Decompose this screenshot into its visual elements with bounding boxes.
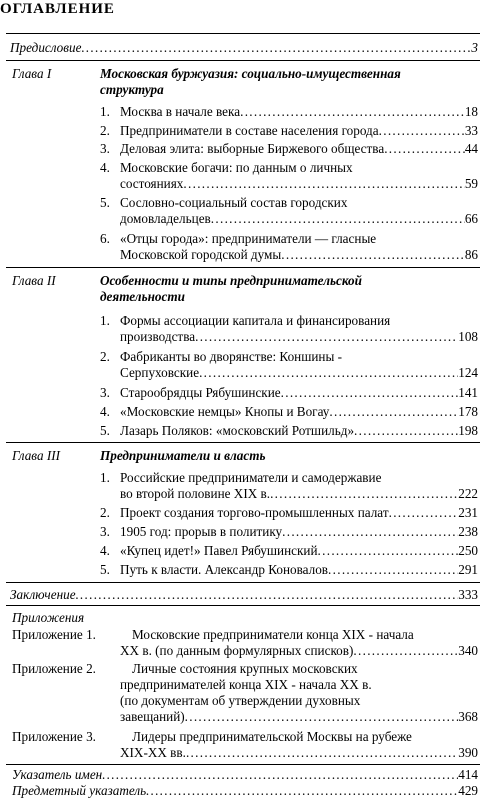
chapter-label: Глава III xyxy=(12,448,61,463)
entry-page: 231 xyxy=(458,505,478,520)
toc-entry[interactable]: Московской городской думы ..... 86 xyxy=(120,247,478,263)
divider xyxy=(6,582,480,583)
entry-page: 108 xyxy=(458,329,478,344)
entry-page: 141 xyxy=(458,385,478,400)
appendices-heading: Приложения xyxy=(12,610,85,625)
entry-page: 124 xyxy=(458,365,478,380)
entry-page: 368 xyxy=(458,709,478,724)
toc-entry[interactable]: Путь к власти. Александр Коновалов ..... 291 xyxy=(120,562,478,578)
entry-page: 44 xyxy=(464,141,478,156)
toc-entry[interactable]: производства ..... 108 xyxy=(120,329,478,345)
toc-entry[interactable]: во второй половине XIX в. ..... 222 xyxy=(120,486,478,502)
entry-label: Заключение xyxy=(10,587,76,602)
item-number: 1. xyxy=(100,313,110,328)
entry-page: 390 xyxy=(458,745,478,760)
toc-entry[interactable]: Предприниматели в составе населения города ..... 33 xyxy=(120,123,478,139)
toc-entry[interactable]: состояниях ..... 59 xyxy=(120,176,478,192)
toc-entry[interactable]: Старообрядцы Рябушинские ..... 141 xyxy=(120,385,478,401)
entry-page: 59 xyxy=(464,176,478,191)
entry-page: 333 xyxy=(458,587,478,602)
item-number: 1. xyxy=(100,104,110,119)
toc-entry[interactable]: «Московские немцы» Кнопы и Вогау ..... 178 xyxy=(120,404,478,420)
chapter-label: Глава II xyxy=(12,273,56,288)
toc-entry-subject-index[interactable] xyxy=(12,783,478,799)
item-number: 2. xyxy=(100,505,110,520)
entry-page: 414 xyxy=(458,767,478,782)
item-number: 5. xyxy=(100,562,110,577)
entry-label: Указатель имен xyxy=(12,767,103,782)
appendix-label: Приложение 3. xyxy=(12,729,96,744)
toc-entry-conclusion[interactable] xyxy=(10,587,478,603)
toc-entry[interactable]: 1905 год: прорыв в политику ..... 238 xyxy=(120,524,478,540)
chapter-label: Глава I xyxy=(12,66,52,81)
toc-entry[interactable]: Проект создания торгово-промышленных палат ..... 231 xyxy=(120,505,478,521)
toc-entry[interactable]: Деловая элита: выборные Биржевого общества ..... 44 xyxy=(120,141,478,157)
entry-page: 178 xyxy=(458,404,478,419)
entry-page: 66 xyxy=(464,211,478,226)
item-number: 4. xyxy=(100,160,110,175)
appendix-label: Приложение 2. xyxy=(12,661,96,676)
item-number: 5. xyxy=(100,423,110,438)
toc-entry[interactable]: Москва в начале века ..... 18 xyxy=(120,104,478,120)
item-number: 1. xyxy=(100,470,110,485)
divider xyxy=(6,442,480,443)
item-number: 4. xyxy=(100,404,110,419)
entry-page: 18 xyxy=(464,104,478,119)
item-number: 6. xyxy=(100,231,110,246)
toc-entry-preface[interactable] xyxy=(10,40,478,56)
entry-page: 33 xyxy=(464,123,478,138)
chapter-title: структура xyxy=(100,82,164,97)
item-number: 2. xyxy=(100,349,110,364)
entry-page: 86 xyxy=(464,247,478,262)
toc-entry[interactable]: Серпуховские ..... 124 xyxy=(120,365,478,381)
entry-page: 3 xyxy=(471,40,478,55)
item-number: 3. xyxy=(100,385,110,400)
entry-label: Предметный указатель xyxy=(12,783,147,798)
chapter-title: Предприниматели и власть xyxy=(100,448,266,463)
toc-entry-appendix[interactable]: завещаний) ..... 368 xyxy=(120,709,478,725)
item-number: 4. xyxy=(100,543,110,558)
chapter-title: Московская буржуазия: социально-имущественная xyxy=(100,66,401,81)
divider xyxy=(6,267,480,268)
item-number: 3. xyxy=(100,524,110,539)
entry-page: 250 xyxy=(458,543,478,558)
entry-page: 429 xyxy=(458,783,478,798)
toc-entry-name-index[interactable] xyxy=(12,767,478,783)
entry-page: 222 xyxy=(458,486,478,501)
divider xyxy=(6,60,480,61)
table-of-contents-page: ОГЛАВЛЕНИЕ Предисловие ..... 3 Глава I Московская буржуазия: социально-имущественная структура 1. Москва в начале века ..... 18 2. Предприниматели в составе населения города ..... 33 3. Деловая элита: выборные Биржевого общества ..... 44 4. Московские богачи: по данным о личных состояниях ..... 59 5. Сословно-социальный состав городских домовладельцев ..... 66 6. «Отцы города»: предприниматели — гласные Московской городской думы ..... 86 Глава II Особенности и типы предпринимательской деятельности 1. Формы ассоциации капитала и финансирования производства ..... 108 2. Фабриканты во дворянстве: Коншины - Серпуховские ..... 124 3. Старообрядцы Рябушинские ..... 141 4. «Московские немцы» Кнопы и Вогау ..... 178 5. Лазарь Поляков: «московский Ротшильд» ..... 198 Глава III Предприниматели и власть 1. Российские предприниматели и самодержавие во второй половине XIX в. ..... 222 2. Проект создания торгово-промышленных палат ..... 231 3. 1905 год: прорыв в политику ..... 238 4. «Купец идет!» Павел Рябушинский ..... 250 5. Путь к власти. Александр Коновалов ..... 291 Заключение ..... 333 Приложения Приложение 1. Московские предприниматели конца XIX - начала XX в. (по данным формулярных списков) ..... 340 Приложение 2. Личные состояния крупных московских предпринимателей конца XIX - начала XX в. (по документам об утверждении духовных завещаний) ..... 368 Приложение 3. Лидеры предпринимательской Москвы на рубеже XIX-XX вв. ..... 390 Указатель имен ..... 414 Предметный указатель ..... 429 xyxy=(0,0,486,800)
divider xyxy=(6,605,480,606)
toc-entry[interactable]: «Купец идет!» Павел Рябушинский ..... 250 xyxy=(120,543,478,559)
entry-label: Предисловие xyxy=(10,40,82,55)
toc-entry-appendix[interactable]: XX в. (по данным формулярных списков) ..... 340 xyxy=(120,643,478,659)
entry-page: 291 xyxy=(458,562,478,577)
appendix-label: Приложение 1. xyxy=(12,627,96,642)
page-title: ОГЛАВЛЕНИЕ xyxy=(0,1,115,17)
item-number: 3. xyxy=(100,141,110,156)
entry-page: 238 xyxy=(458,524,478,539)
divider xyxy=(6,764,480,765)
chapter-title: деятельности xyxy=(100,289,185,304)
entry-page: 198 xyxy=(458,423,478,438)
toc-entry-appendix[interactable]: XIX-XX вв. ..... 390 xyxy=(120,745,478,761)
divider xyxy=(6,33,480,34)
toc-entry[interactable]: Лазарь Поляков: «московский Ротшильд» ..... 198 xyxy=(120,423,478,439)
chapter-title: Особенности и типы предпринимательской xyxy=(100,273,362,288)
entry-page: 340 xyxy=(458,643,478,658)
item-number: 5. xyxy=(100,195,110,210)
item-number: 2. xyxy=(100,123,110,138)
toc-entry[interactable]: домовладельцев ..... 66 xyxy=(120,211,478,227)
